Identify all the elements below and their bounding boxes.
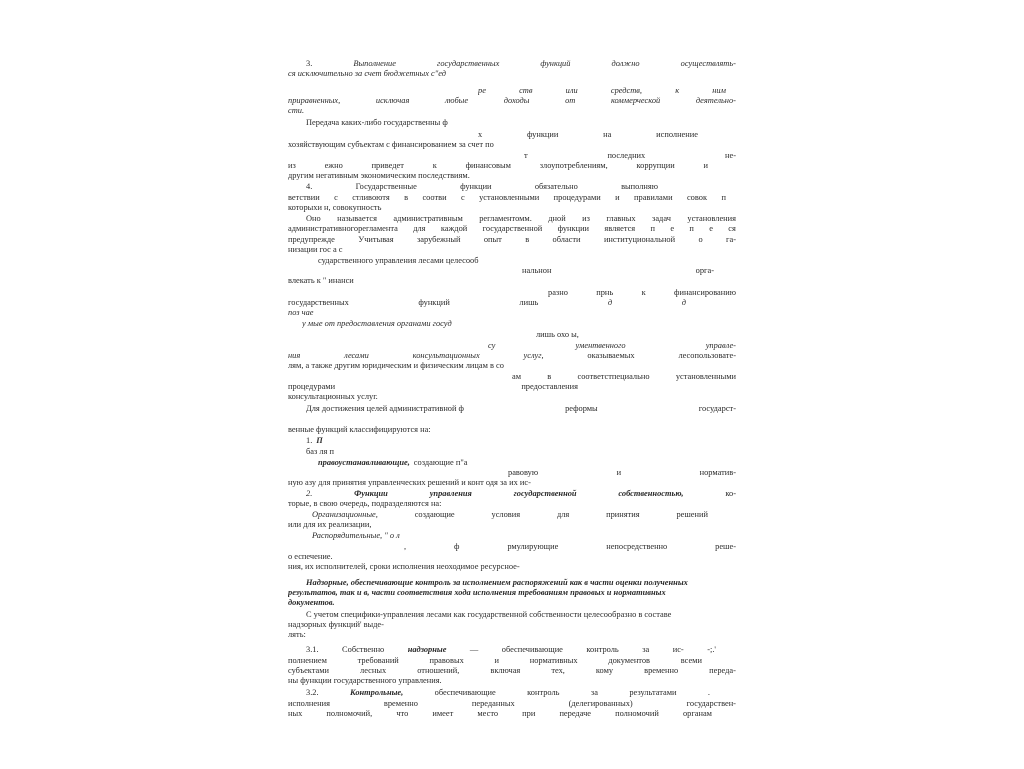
text-line: су ументвенного управле- [488,341,736,350]
text-line: 2. Функции управления государственной собственностью, ко- [306,489,736,498]
text-line: правоустанавливающие, создающие п"а [318,458,468,467]
text-line: предупрежде Учитывая зарубежный опыт в области институциональной о га- [288,235,736,244]
text-line: баз ля п [306,447,334,456]
text-line: венные функций классифицируются на: [288,425,431,434]
text-line: процедурами предоставления [288,382,578,391]
text-line: Оно называется административным регламентомм. дной из главных задач установления [306,214,736,223]
text-line: т последних не- [524,151,736,160]
text-line: консультационных услуг. [288,392,378,401]
text-line: ния, их исполнителей, сроки исполнения неоходимое ресурсное- [288,562,520,571]
text-line: 1. П [306,436,323,445]
text-line: лишь охо ы, [536,330,579,339]
text-line: Распорядительные, " о л [312,531,400,540]
text-line: приравненных, исключая любые доходы от коммерческой деятельно- [288,96,736,105]
text-line: сударственного управления лесами целесооб [318,256,479,265]
text-line: ся исключительно за счет бюджетных с"ед [288,69,446,78]
text-line: ную азу для принятия управленческих решений и конт одя за их ис- [288,478,531,487]
text-line: равовую и норматив- [508,468,736,477]
text-line: государственных функций лишь д д [288,298,686,307]
text-line: ре ств или средств, к ним [478,86,726,95]
text-line: ам в соответстпециально установленными [512,372,736,381]
text-line: нальнон орга- [522,266,714,275]
text-line: поз чае [288,308,314,317]
text-line: разно прнь к финансированию [548,288,736,297]
text-line: полнением требований правовых и нормативных документов всеми [288,656,702,665]
text-line: о еспечение. [288,552,333,561]
text-line: низации гос а с [288,245,343,254]
text-line: 3.1. Собственно надзорные — обеспечивающие контроль за ис- -;.' [306,645,716,654]
text-line: торые, в свою очередь, подразделяются на: [288,499,442,508]
text-line: из ежно приведет к финансовым злоупотреблениям, коррупции и [288,161,708,170]
text-line: Для достижения целей административной ф реформы государст- [306,404,736,413]
text-line: Организационные, создающие условия для принятия решений [312,510,708,519]
text-line: исполнения временно переданных (делегированных) государствен- [288,699,736,708]
text-line: надзорных функций' выде- [288,620,384,629]
text-line: х функции на исполнение [478,130,698,139]
text-line: сти. [288,106,305,115]
text-line: ных полномочий, что имеет место при передаче полномочий органам [288,709,712,718]
text-line: другим негативным экономическим последствиям. [288,171,470,180]
text-line: , ф рмулирующие непосредственно реше- [404,542,736,551]
text-line: лям, а также другим юридическим и физическим лицам в со [288,361,504,370]
text-line: у мые от предоставления органами госуд [302,319,452,328]
text-line: влекать к " инанси [288,276,354,285]
text-line: хозяйствующим субъектам с финансированием за счет по [288,140,494,149]
text-line: административногорегламента для каждой государственной функции является п е п е ся [288,224,736,233]
text-line: лять: [288,630,306,639]
text-line: ны функции государственного управления. [288,676,442,685]
text-line: документов. [288,598,335,607]
text-line: ния лесами консультационных услуг, оказываемых лесопользовате- [288,351,736,360]
text-line: или для их реализации, [288,520,372,529]
text-line: Передача каких-либо государственны ф [306,118,448,127]
text-line: 3.2. Контрольные, обеспечивающие контроль за результатами . [306,688,710,697]
text-line: 4. Государственные функции обязательно выполняю [306,182,658,191]
text-line: субъектами лесных отношений, включая тех, кому временно переда- [288,666,736,675]
text-line: ветствии с стливоютя в соотви с установленными процедурами и правилами совок п [288,193,726,202]
text-line: результатов, так и в, части соответствия хода исполнения требованиям правовых и нормативных [288,588,666,597]
text-line: С учетом специфики-управления лесами как государственной собственности целесообразно в составе [306,610,672,619]
text-line: 3. Выполнение государственных функций должно осуществлять- [306,59,736,68]
text-line: Надзорные, обеспечивающие контроль за исполнением распоряжений как в части оценки полученных [306,578,688,587]
text-line: которыхи н, совокупность [288,203,382,212]
